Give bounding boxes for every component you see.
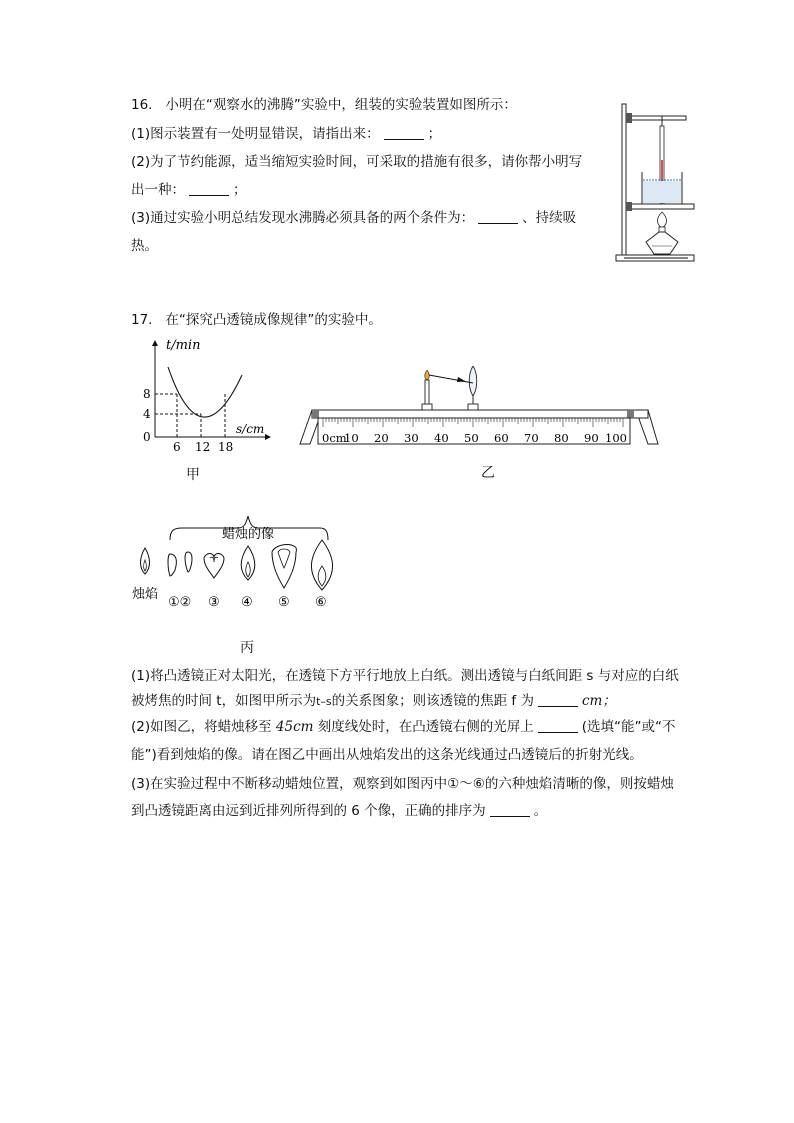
flame-label-6: ⑥ bbox=[315, 595, 327, 610]
q16-stem: 小明在“观察水的沸腾”实验中，组装的实验装置如图所示： bbox=[165, 97, 517, 113]
q17-part1-unit: cm； bbox=[581, 693, 616, 709]
ruler-label-90: 90 bbox=[584, 431, 599, 445]
ruler-label-40: 40 bbox=[434, 431, 449, 445]
ruler-label-0: 0cm bbox=[322, 431, 347, 445]
q17-part3-end: 。 bbox=[533, 803, 548, 819]
flame-image-1 bbox=[168, 554, 176, 576]
q17-part3a: (3)在实验过程中不断移动蜡烛位置，观察到如图丙中①～⑥的六种烛焰清晰的像，则按蜡烛 bbox=[131, 776, 674, 792]
caption-jia: 甲 bbox=[186, 467, 200, 483]
q17-part1a: (1)将凸透镜正对太阳光，在透镜下方平行地放上白纸。测出透镜与白纸间距 s 与对应的白纸 bbox=[131, 668, 679, 684]
lens-holder bbox=[468, 404, 478, 410]
candle-holder bbox=[422, 404, 432, 410]
q17-part1b bbox=[131, 691, 616, 712]
q17-part2b: 能”)看到烛焰的像。请在图乙中画出从烛焰发出的这条光线通过凸透镜后的折射光线。 bbox=[131, 747, 643, 763]
burner-flame bbox=[658, 212, 667, 228]
q17-part2a-text2: 刻度线处时，在凸透镜右侧的光屏上 bbox=[313, 719, 534, 735]
boiling-apparatus-figure bbox=[612, 100, 698, 266]
candle-flame bbox=[425, 370, 430, 380]
optical-bench bbox=[298, 366, 660, 456]
q17-part2a-text3: (选填“能”或“不 bbox=[581, 719, 676, 735]
ruler-label-50: 50 bbox=[464, 431, 479, 445]
ruler-label-10: 10 bbox=[344, 431, 359, 445]
ruler-label-30: 30 bbox=[404, 431, 419, 445]
bench-rail bbox=[312, 410, 648, 418]
caption-bing: 丙 bbox=[240, 640, 254, 656]
q16-part2b-text: 出一种： bbox=[131, 182, 185, 198]
ruler-label-100: 100 bbox=[605, 431, 627, 445]
xtick-12: 12 bbox=[195, 440, 211, 454]
top-clamp-boss bbox=[626, 113, 632, 123]
flame-label-4: ④ bbox=[241, 595, 253, 610]
q17-part2a-text: (2)如图乙，将蜡烛移至 bbox=[131, 719, 276, 735]
ruler-label-20: 20 bbox=[374, 431, 389, 445]
q16-blank-2[interactable] bbox=[189, 181, 229, 196]
graph-ylabel: t/min bbox=[166, 338, 201, 353]
flame-label-3: ③ bbox=[208, 595, 220, 610]
q16-part3-mid: 、持续吸 bbox=[522, 210, 577, 226]
q17-blank-3[interactable] bbox=[490, 802, 530, 817]
q16-blank-3[interactable] bbox=[478, 209, 518, 224]
q16-part3b: 热。 bbox=[131, 238, 158, 254]
t-s-curve bbox=[168, 367, 242, 417]
brace-label: 蜡烛的像 bbox=[222, 527, 275, 542]
caption-yi: 乙 bbox=[481, 465, 495, 481]
flame-image-5-inner bbox=[278, 549, 290, 568]
q17-part1b-text2: 的关系图象；则该透镜的焦距 f 为 bbox=[331, 693, 534, 709]
flame-original-inner bbox=[144, 560, 147, 571]
ring-clamp-boss bbox=[626, 202, 632, 211]
flame-image-4 bbox=[241, 546, 255, 580]
convex-lens bbox=[469, 366, 477, 396]
rail-end-left bbox=[312, 410, 319, 418]
ruler-label-80: 80 bbox=[554, 431, 569, 445]
flames-figure bbox=[130, 510, 350, 614]
xtick-18: 18 bbox=[218, 440, 234, 454]
flame-image-3 bbox=[204, 554, 224, 579]
graph-xlabel: s/cm bbox=[236, 422, 265, 436]
q16-part1-end: ； bbox=[427, 126, 442, 142]
flame-image-2 bbox=[185, 552, 192, 572]
ytick-4: 4 bbox=[143, 407, 151, 421]
q16-part3a bbox=[131, 208, 576, 228]
q17-part3b bbox=[131, 801, 547, 821]
graph-jia bbox=[140, 335, 280, 460]
flame-label-12: ①② bbox=[168, 595, 192, 610]
q16-part2b bbox=[131, 180, 247, 200]
q17-stem: 在“探究凸透镜成像规律”的实验中。 bbox=[165, 312, 382, 328]
light-ray bbox=[429, 375, 473, 383]
q17-part3b-text: 到凸透镜距离由远到近排列所得到的 6 个像，正确的排序为 bbox=[131, 803, 486, 819]
flame-image-6-inner bbox=[318, 566, 326, 586]
iron-ring bbox=[626, 204, 694, 209]
rail-end-right bbox=[627, 410, 634, 418]
q17-number: 17. bbox=[131, 312, 153, 328]
flame-image-4-inner bbox=[246, 562, 251, 577]
q16-part3a-text: (3)通过实验小明总结发现水沸腾必须具备的两个条件为： bbox=[131, 210, 475, 226]
ytick-0: 0 bbox=[143, 430, 151, 444]
alcohol-lamp bbox=[646, 232, 678, 254]
q17-blank-2[interactable] bbox=[538, 718, 578, 733]
q16-part2-end: ； bbox=[233, 182, 247, 198]
xtick-6: 6 bbox=[173, 440, 181, 454]
q16-part2a: (2)为了节约能源，适当缩短实验时间，可采取的措施有很多，请你帮小明写 bbox=[131, 154, 583, 170]
ray-arrow bbox=[457, 377, 466, 382]
q17-ts-label: t–s bbox=[316, 695, 332, 708]
stand-rod bbox=[622, 104, 626, 255]
candle-flame-label: 烛焰 bbox=[132, 587, 159, 602]
flame-image-6 bbox=[311, 540, 332, 590]
flame-image-5 bbox=[272, 545, 296, 589]
q16-part1 bbox=[131, 124, 441, 144]
ytick-8: 8 bbox=[143, 387, 151, 401]
top-clamp-arm bbox=[626, 116, 686, 120]
flame-label-5: ⑤ bbox=[278, 595, 290, 610]
q17-blank-1[interactable] bbox=[538, 692, 578, 707]
candle bbox=[425, 380, 429, 404]
water bbox=[643, 181, 681, 203]
lamp-neck bbox=[659, 227, 665, 232]
q17-stem-line bbox=[131, 310, 382, 330]
q16-number: 16. bbox=[131, 97, 153, 113]
q17-part2a-value: 45cm bbox=[275, 719, 314, 735]
stand-base-inner bbox=[624, 257, 688, 259]
q16-stem-line bbox=[131, 95, 517, 115]
q16-blank-1[interactable] bbox=[384, 125, 424, 140]
ruler-label-70: 70 bbox=[524, 431, 539, 445]
q17-part2a bbox=[131, 717, 676, 737]
ruler-label-60: 60 bbox=[494, 431, 509, 445]
q17-part1b-text: 被烤焦的时间 t，如图甲所示为 bbox=[131, 693, 317, 709]
q16-part1-text: (1)图示装置有一处明显错误，请指出来： bbox=[131, 126, 380, 142]
